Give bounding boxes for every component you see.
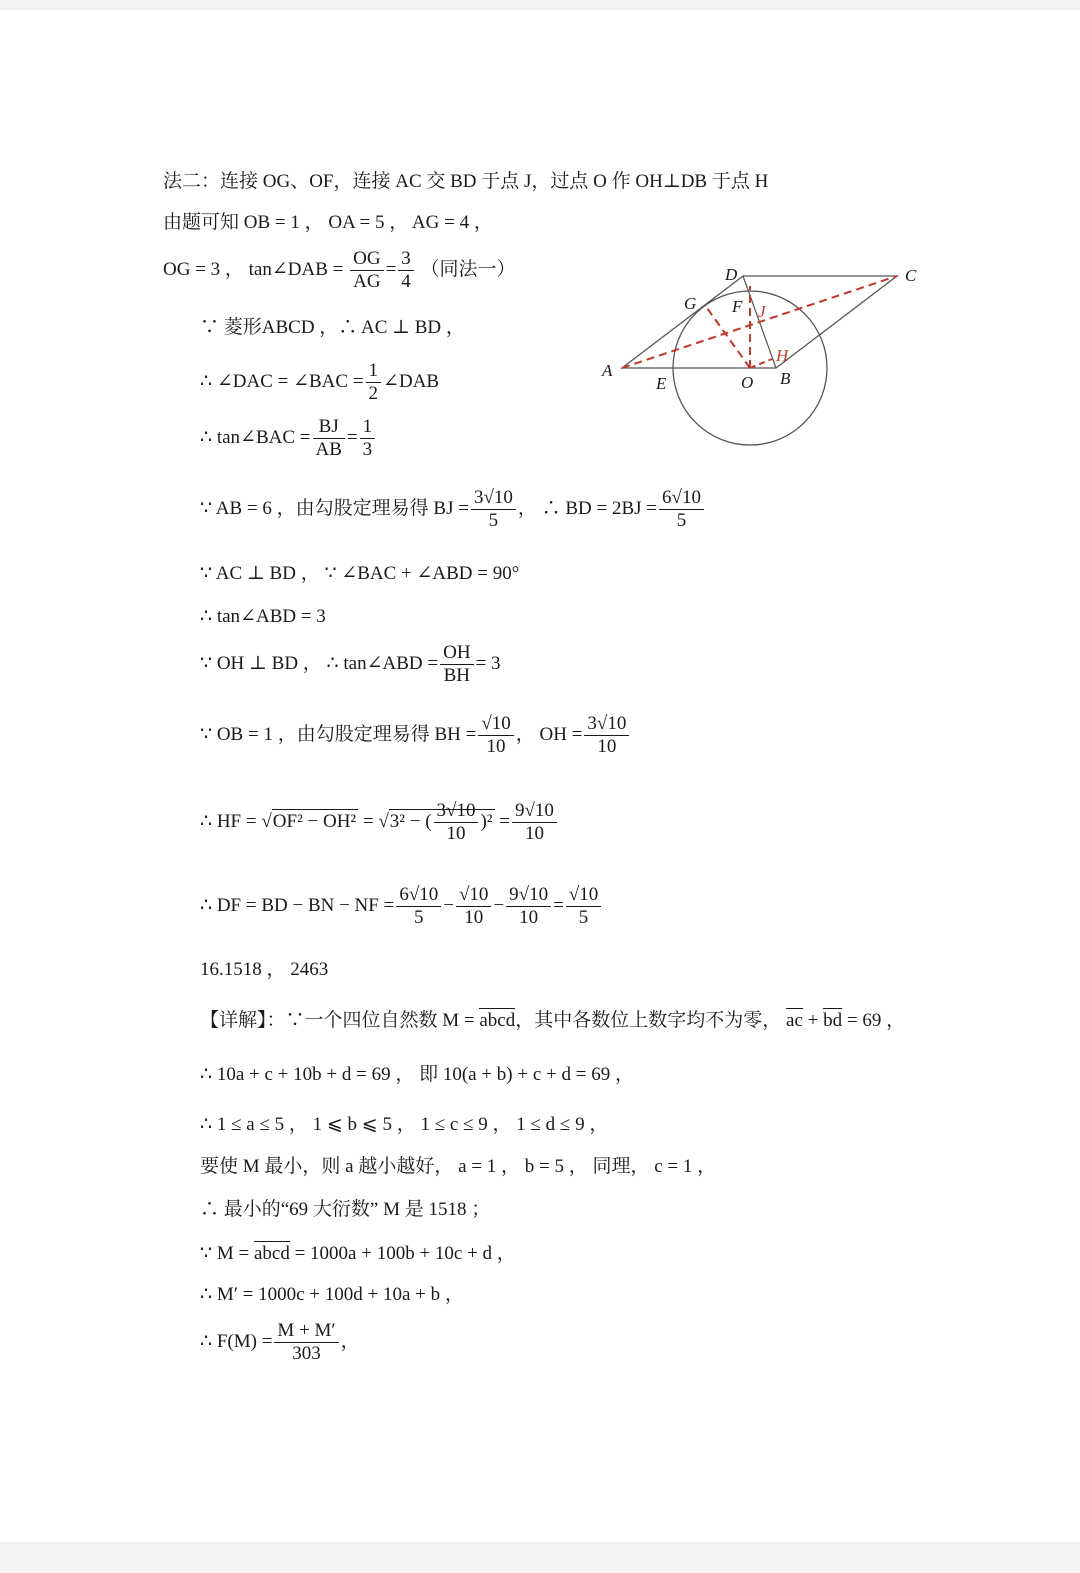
step-7: ∴ F(M) = $\frac{M + M'}{303}$ ，	[200, 1320, 360, 1364]
label-j: J	[758, 302, 766, 321]
hf-line: ∴ HF = √OF² − OH² = √3² − ( $\frac{3√10}{10}$ )² = $\frac{9√10}{10}$	[200, 800, 559, 845]
label-b: B	[780, 369, 791, 388]
label-a: A	[602, 361, 613, 380]
detail-line: 【详解】：∵一个四位自然数 M = abcd，其中各数位上数字均不为零， ac + bd = 69 ，	[200, 1010, 906, 1031]
step-6: ∴ M′ = 1000c + 100d + 10a + b ，	[200, 1284, 464, 1305]
tan-abd-line: ∴ tan∠ABD = 3	[200, 606, 326, 627]
given-values: 由题可知 OB = 1 ， OA = 5 ， AG = 4 ，	[163, 212, 493, 233]
dashed-oh	[750, 359, 772, 368]
document-page	[0, 10, 1080, 1542]
oh-line: ∵ OH ⊥ BD ， ∴ tan∠ABD = $\frac{OH}{BH}$ = 3	[200, 642, 501, 686]
bj-line: ∵ AB = 6 ，由勾股定理易得 BJ = $\frac{3√10}{5}$ ， ∴ BD = 2BJ = $\frac{6√10}{5}$	[200, 487, 706, 532]
label-g: G	[684, 294, 697, 313]
line-og-tan: OG = 3 ， tan∠DAB = $\frac{OG}{AG}$ = $\frac{3}{4}$ （同法一）	[163, 248, 516, 292]
bh-line: ∵ OB = 1 ，由勾股定理易得 BH = $\frac{√10}{10}$ ， OH = $\frac{3√10}{10}$	[200, 713, 631, 758]
method-header: 法二：连接 OG、OF，连接 AC 交 BD 于点 J，过点 O 作 OH⊥DB 于点 H	[163, 171, 769, 192]
step-1: ∴ 10a + c + 10b + d = 69 ， 即 10(a + b) + c + d = 69 ，	[200, 1064, 634, 1085]
step-4: ∴ 最小的“69 大衍数” M 是 1518 ；	[200, 1199, 491, 1220]
label-f: F	[732, 297, 743, 316]
label-h: H	[776, 346, 789, 365]
label-e: E	[656, 374, 667, 393]
label-o: O	[741, 373, 754, 392]
step-5: ∵ M = abcd = 1000a + 100b + 10c + d ，	[200, 1243, 516, 1264]
tan-bac-line: ∴ tan∠BAC = $\frac{BJ}{AB}$ = $\frac{1}{3}$	[200, 416, 377, 461]
perp-line: ∵ AC ⊥ BD ， ∵ ∠BAC + ∠ABD = 90°	[200, 563, 520, 584]
dashed-ac	[622, 276, 897, 368]
step-2: ∴ 1 ≤ a ≤ 5 ， 1 ⩽ b ⩽ 5 ， 1 ≤ c ≤ 9 ， 1 ≤ d ≤ 9 ，	[200, 1114, 609, 1135]
rhombus-line: ∵ 菱形ABCD ，∴ AC ⊥ BD ，	[200, 317, 465, 338]
label-d: D	[725, 265, 738, 284]
rhombus-circle-figure	[595, 256, 935, 456]
answer-16: 16.1518 ， 2463	[200, 959, 329, 980]
angle-line: ∴ ∠DAC = ∠BAC = $\frac{1}{2}$ ∠DAB	[200, 360, 440, 404]
label-c: C	[905, 266, 917, 285]
step-3: 要使 M 最小，则 a 越小越好， a = 1 ， b = 5 ， 同理， c = 1 ，	[200, 1156, 717, 1177]
df-line: ∴ DF = BD − BN − NF = $\frac{6√10}{5}$ − $\frac{√10}{10}$ − $\frac{9√10}{10}$ = $\frac{√10}{5}$	[200, 884, 603, 929]
